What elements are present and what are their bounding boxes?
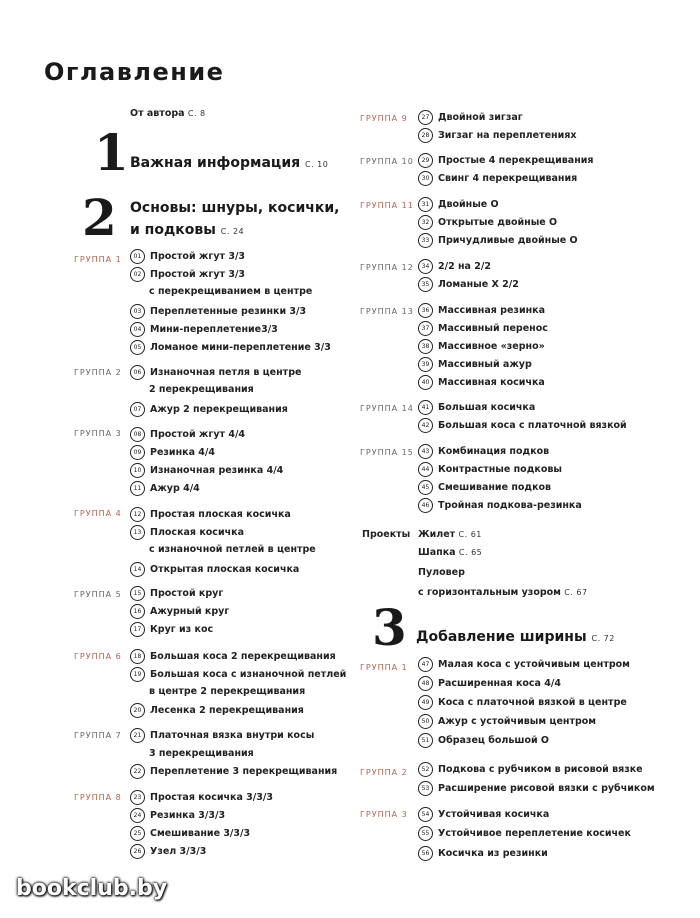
list-item[interactable] [418, 657, 630, 672]
item-title: Изнаночная резинка 4/4 [150, 465, 284, 476]
item-number: 25 [130, 826, 145, 841]
group-label: ГРУППА 2 [360, 768, 408, 777]
item-title: Ажур 2 перекрещивания [150, 404, 288, 415]
section-2-number: 2 [82, 188, 117, 247]
group-label: ГРУППА 9 [360, 114, 408, 123]
section-3-page: С. 72 [591, 634, 615, 643]
group-label: ГРУППА 10 [360, 157, 414, 166]
project-page: С. 67 [564, 588, 588, 597]
list-item[interactable] [130, 586, 223, 601]
list-item[interactable] [130, 703, 304, 718]
item-number: 21 [130, 728, 145, 743]
item-number: 51 [418, 733, 433, 748]
list-item[interactable] [418, 303, 545, 318]
item-title: Переплетенные резинки 3/3 [150, 306, 307, 317]
group-label: ГРУППА 1 [74, 255, 122, 264]
item-title-continuation: в центре 2 перекрещивания [149, 686, 306, 697]
project-page: С. 65 [458, 548, 483, 557]
item-title-continuation: с перекрещиванием в центре [149, 286, 313, 297]
item-title: Смешивание 3/3/3 [150, 828, 251, 839]
list-item[interactable] [418, 480, 551, 495]
list-item[interactable] [130, 249, 245, 264]
list-item[interactable] [418, 807, 549, 822]
item-title: Простой круг [150, 588, 224, 599]
item-number: 23 [130, 790, 145, 805]
item-number: 19 [130, 667, 145, 682]
list-item[interactable] [418, 762, 643, 777]
item-number: 26 [130, 844, 145, 859]
item-title: Открытая плоская косичка [150, 564, 300, 575]
item-title: Косичка из резинки [438, 848, 548, 859]
list-item[interactable] [130, 402, 288, 417]
list-item[interactable] [418, 277, 519, 292]
list-item[interactable] [130, 790, 273, 805]
item-title: Ажур 4/4 [150, 483, 200, 494]
item-title: Малая коса с устойчивым центром [438, 659, 630, 670]
list-item[interactable] [130, 304, 306, 319]
item-number: 31 [418, 197, 433, 212]
list-item[interactable] [130, 481, 200, 496]
item-title: Мини-переплетение3/3 [150, 324, 278, 335]
item-title: Большая коса с платочной вязкой [438, 420, 627, 431]
group-label: ГРУППА 11 [360, 201, 414, 210]
item-number: 30 [418, 171, 433, 186]
item-number: 36 [418, 303, 433, 318]
item-title: Зигзаг на переплетениях [438, 130, 577, 141]
list-item[interactable] [418, 826, 631, 841]
item-number: 47 [418, 657, 433, 672]
item-number: 27 [418, 110, 433, 125]
item-number: 13 [130, 525, 145, 540]
item-number: 08 [130, 427, 145, 442]
item-number: 54 [418, 807, 433, 822]
group-label: ГРУППА 14 [360, 404, 414, 413]
group-label: ГРУППА 12 [360, 263, 414, 272]
item-title: Простая плоская косичка [150, 509, 291, 520]
item-title: Массивная косичка [438, 377, 545, 388]
list-item[interactable] [418, 110, 523, 125]
list-item[interactable] [418, 714, 596, 729]
list-item[interactable] [130, 826, 250, 841]
item-number: 37 [418, 321, 433, 336]
list-item[interactable] [130, 525, 244, 540]
item-title: Платочная вязка внутри косы [150, 730, 315, 741]
item-title: Расширение рисовой вязки с рубчиком [438, 783, 655, 794]
item-title: Образец большой О [438, 735, 550, 746]
list-item[interactable] [130, 562, 299, 577]
list-item[interactable] [418, 498, 582, 513]
item-title-continuation: с изнаночной петлей в центре [149, 544, 316, 555]
item-number: 56 [418, 846, 433, 861]
item-number: 32 [418, 215, 433, 230]
list-item[interactable] [418, 400, 535, 415]
item-number: 12 [130, 507, 145, 522]
item-title: Ажурный круг [150, 606, 230, 617]
list-item[interactable] [418, 171, 577, 186]
list-item[interactable] [130, 808, 225, 823]
item-number: 38 [418, 339, 433, 354]
item-title: Расширенная коса 4/4 [438, 678, 561, 689]
project-item[interactable]: Жилет С. 61 [418, 529, 482, 540]
list-item[interactable] [130, 463, 283, 478]
list-item[interactable] [130, 445, 215, 460]
item-number: 44 [418, 462, 433, 477]
page-title: Оглавление [44, 58, 225, 86]
item-title: Переплетение 3 перекрещивания [150, 766, 338, 777]
group-label: ГРУППА 2 [74, 368, 122, 377]
item-number: 55 [418, 826, 433, 841]
section-1-number: 1 [94, 123, 129, 182]
item-number: 20 [130, 703, 145, 718]
list-item[interactable] [130, 667, 346, 682]
project-item[interactable]: Шапка С. 65 [418, 547, 483, 558]
item-title: Простая косичка 3/3/3 [150, 792, 273, 803]
group-label: ГРУППА 3 [360, 810, 408, 819]
item-title: Простые 4 перекрещивания [438, 155, 594, 166]
item-title: Устойчивая косичка [438, 809, 550, 820]
item-title-continuation: 3 перекрещивания [149, 748, 254, 759]
item-title: Массивный ажур [438, 359, 532, 370]
group-label: ГРУППА 8 [74, 793, 122, 802]
item-number: 53 [418, 781, 433, 796]
item-number: 10 [130, 463, 145, 478]
project-item[interactable]: Пуловер [418, 567, 465, 578]
section-2-page: С. 24 [220, 227, 245, 236]
item-number: 50 [418, 714, 433, 729]
item-number: 28 [418, 128, 433, 143]
author-note-page: С. 8 [187, 109, 206, 118]
item-title-continuation: 2 перекрещивания [149, 384, 254, 395]
list-item[interactable] [130, 622, 213, 637]
list-item[interactable] [130, 649, 336, 664]
item-title: Круг из кос [150, 624, 214, 635]
list-item[interactable] [418, 676, 561, 691]
list-item[interactable] [130, 427, 245, 442]
list-item[interactable] [130, 728, 314, 743]
item-number: 33 [418, 233, 433, 248]
author-note-label: От автора [130, 108, 185, 119]
group-label: ГРУППА 13 [360, 307, 414, 316]
list-item[interactable] [418, 444, 549, 459]
item-number: 29 [418, 153, 433, 168]
group-label: ГРУППА 4 [74, 509, 122, 518]
list-item[interactable] [418, 339, 545, 354]
item-title: Изнаночная петля в центре [150, 367, 302, 378]
item-number: 14 [130, 562, 145, 577]
list-item[interactable] [130, 844, 206, 859]
item-number: 24 [130, 808, 145, 823]
group-label: ГРУППА 1 [360, 663, 408, 672]
item-title: Контрастные подковы [438, 464, 562, 475]
list-item[interactable] [418, 375, 545, 390]
list-item[interactable] [418, 781, 655, 796]
item-number: 35 [418, 277, 433, 292]
item-title: Ажур с устойчивым центром [438, 716, 597, 727]
item-title: Резинка 4/4 [150, 447, 216, 458]
group-label: ГРУППА 3 [74, 429, 122, 438]
item-number: 05 [130, 340, 145, 355]
list-item[interactable] [418, 128, 576, 143]
item-number: 11 [130, 481, 145, 496]
item-number: 40 [418, 375, 433, 390]
list-item[interactable] [418, 695, 627, 710]
project-item-continuation[interactable]: с горизонтальным узором С. 67 [418, 587, 588, 598]
watermark: bookclub.by [16, 876, 168, 901]
item-title: Смешивание подков [438, 482, 552, 493]
section-3-title[interactable]: Добавление ширины С. 72 [416, 629, 615, 645]
item-number: 42 [418, 418, 433, 433]
item-title: Устойчивое переплетение косичек [438, 828, 631, 839]
projects-label: Проекты [362, 529, 411, 540]
group-label: ГРУППА 5 [74, 590, 122, 599]
item-title: Простой жгут 4/4 [150, 429, 246, 440]
item-number: 04 [130, 322, 145, 337]
item-number: 34 [418, 259, 433, 274]
list-item[interactable] [418, 846, 548, 861]
item-number: 15 [130, 586, 145, 601]
list-item[interactable] [130, 267, 245, 282]
item-title: Тройная подкова-резинка [438, 500, 582, 511]
item-title: Большая коса с изнаночной петлей [150, 669, 347, 680]
item-number: 09 [130, 445, 145, 460]
item-title: Свинг 4 перекрещивания [438, 173, 578, 184]
list-item[interactable] [418, 233, 578, 248]
item-title: Большая коса 2 перекрещивания [150, 651, 336, 662]
item-title: Причудливые двойные О [438, 235, 578, 246]
list-item[interactable] [130, 365, 301, 380]
item-title: Двойной зигзаг [438, 112, 523, 123]
list-item[interactable] [418, 733, 549, 748]
group-label: ГРУППА 15 [360, 448, 414, 457]
item-title: Массивная резинка [438, 305, 546, 316]
group-label: ГРУППА 6 [74, 652, 122, 661]
section-3-number: 3 [372, 598, 407, 657]
item-title: Массивный перенос [438, 323, 548, 334]
item-number: 49 [418, 695, 433, 710]
item-number: 02 [130, 267, 145, 282]
list-item[interactable] [418, 357, 532, 372]
author-note[interactable] [130, 108, 206, 119]
list-item[interactable] [130, 322, 278, 337]
list-item[interactable] [418, 197, 499, 212]
item-number: 06 [130, 365, 145, 380]
list-item[interactable] [418, 215, 557, 230]
section-1-page: С. 10 [305, 160, 329, 169]
item-number: 22 [130, 764, 145, 779]
list-item[interactable] [130, 507, 291, 522]
list-item[interactable] [418, 418, 627, 433]
item-title: 2/2 на 2/2 [438, 261, 491, 272]
item-title: Большая косичка [438, 402, 536, 413]
item-title: Простой жгут 3/3 [150, 269, 246, 280]
item-number: 45 [418, 480, 433, 495]
item-number: 46 [418, 498, 433, 513]
item-title: Лесенка 2 перекрещивания [150, 705, 304, 716]
list-item[interactable] [130, 340, 331, 355]
section-2-title[interactable]: Основы: шнуры, косички, и подковы С. 24 [130, 200, 340, 238]
item-title: Резинка 3/3/3 [150, 810, 226, 821]
item-title: Плоская косичка [150, 527, 244, 538]
item-number: 43 [418, 444, 433, 459]
item-number: 16 [130, 604, 145, 619]
list-item[interactable] [130, 764, 337, 779]
item-title: Ломаные Х 2/2 [438, 279, 519, 290]
item-title: Простой жгут 3/3 [150, 251, 246, 262]
item-title: Коса с платочной вязкой в центре [438, 697, 627, 708]
item-title: Открытые двойные О [438, 217, 558, 228]
item-title: Ломаное мини-переплетение 3/3 [150, 342, 331, 353]
item-number: 18 [130, 649, 145, 664]
list-item[interactable] [418, 321, 548, 336]
item-number: 03 [130, 304, 145, 319]
item-number: 39 [418, 357, 433, 372]
group-label: ГРУППА 7 [74, 731, 122, 740]
item-number: 01 [130, 249, 145, 264]
item-title: Двойные О [438, 199, 499, 210]
item-number: 41 [418, 400, 433, 415]
item-title: Узел 3/3/3 [150, 846, 207, 857]
item-number: 07 [130, 402, 145, 417]
item-title: Комбинация подков [438, 446, 550, 457]
item-number: 52 [418, 762, 433, 777]
item-title: Подкова с рубчиком в рисовой вязке [438, 764, 643, 775]
item-number: 48 [418, 676, 433, 691]
list-item[interactable] [418, 462, 562, 477]
list-item[interactable] [418, 259, 491, 274]
list-item[interactable] [130, 604, 229, 619]
item-number: 17 [130, 622, 145, 637]
list-item[interactable] [418, 153, 594, 168]
item-title: Массивное «зерно» [438, 341, 545, 352]
section-1-title[interactable]: Важная информация С. 10 [130, 155, 329, 171]
project-page: С. 61 [458, 530, 482, 539]
